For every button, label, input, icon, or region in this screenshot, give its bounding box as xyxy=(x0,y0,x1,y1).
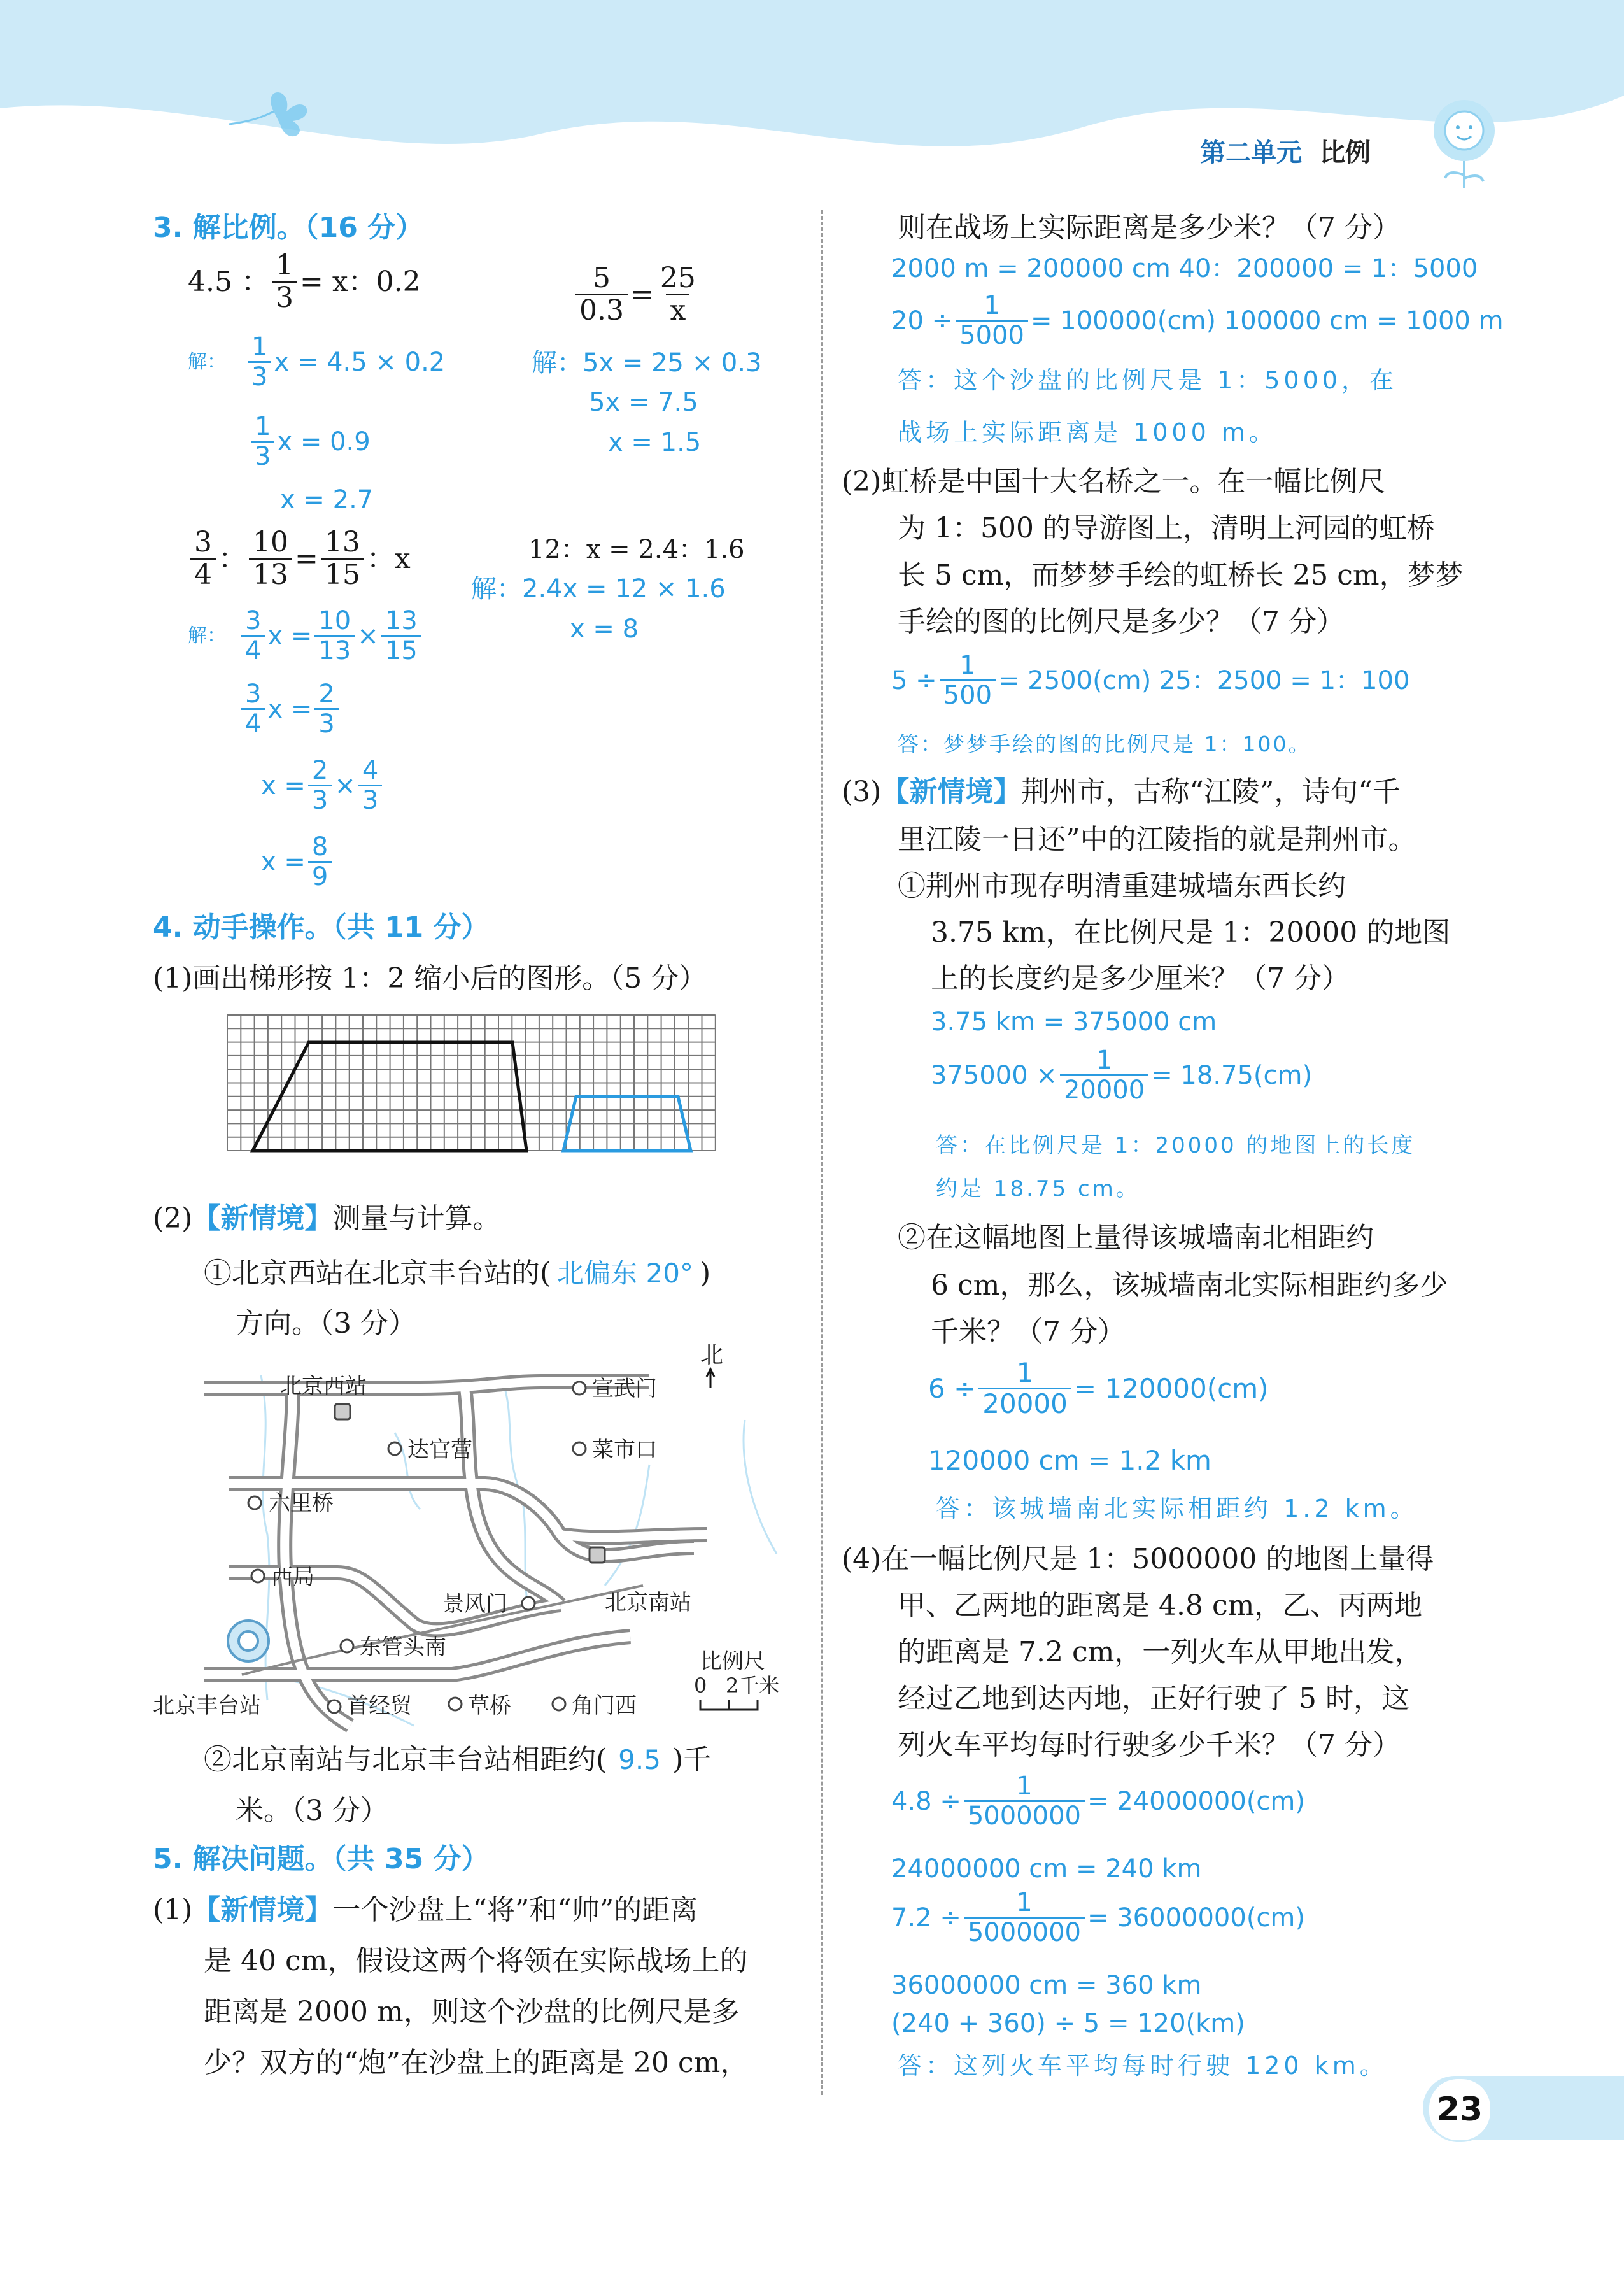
q3-p3-answer-4: x = $\frac{8}{9}$ xyxy=(261,834,334,890)
q5-s2-answer-1: 5 ÷ $\frac{1}{500}$ = 2500(cm) 25：2500 = 1：100 xyxy=(891,651,1410,710)
q5-sub-3-line2: 里江陵一日还”中的江陵指的就是荆州市。 xyxy=(898,823,1416,856)
map-label-6: 景风门 xyxy=(442,1591,507,1617)
q5-title: 5. 解决问题。（共 35 分） xyxy=(153,1843,490,1875)
scale-title: 比例尺 xyxy=(700,1649,765,1674)
q5-s3-i1-answer-3: 答：在比例尺是 1：20000 的地图上的长度 xyxy=(936,1133,1416,1158)
q3-problem-3: $\frac{3}{4}$ ： $\frac{10}{13}$ = $\frac{13}{15}$ ：x xyxy=(188,529,411,589)
q4-sub-2-item-1-line2: 方向。（3 分） xyxy=(236,1307,416,1340)
trapezoid-grid xyxy=(226,1012,723,1165)
q5-sub-1-line5: 则在战场上实际距离是多少米？（7 分） xyxy=(898,211,1401,244)
q4-title: 4. 动手操作。（共 11 分） xyxy=(153,911,490,944)
q3-p3-answer-3: x = $\frac{2}{3}$ × $\frac{4}{3}$ xyxy=(261,758,385,813)
q3-p2-answer-2: 5x = 7.5 xyxy=(589,388,698,417)
q5-sub-4-line3: 的距离是 7.2 cm，一列火车从甲地出发， xyxy=(898,1636,1423,1668)
q5-sub-1-line3: 距离是 2000 m，则这个沙盘的比例尺是多 xyxy=(204,1996,740,2028)
map-label-9: 北京丰台站 xyxy=(153,1693,261,1719)
q5-s4-answer-4: 36000000 cm = 360 km xyxy=(891,1971,1202,2000)
q5-s1-answer-3: 答：这个沙盘的比例尺是 1：5000，在 xyxy=(898,366,1397,394)
header-band xyxy=(0,0,1624,210)
q5-sub-4-line4: 经过乙地到达丙地，正好行驶了 5 时，这 xyxy=(898,1682,1409,1715)
map-label-3: 菜市口 xyxy=(592,1437,657,1463)
answer-distance: 9.5 xyxy=(618,1744,661,1775)
q5-sub-3-line1: (3) 【新情境】 荆州市，古称“江陵”，诗句“千 xyxy=(842,776,1401,808)
q3-title: 3. 解比例。（16 分） xyxy=(153,211,424,244)
q3-problem-1: 4.5 ： $\frac{1}{3}$ = x：0.2 xyxy=(188,249,421,314)
q4-sub-2-item-2-line2: 米。（3 分） xyxy=(236,1794,388,1827)
page-number: 23 xyxy=(1427,2077,1492,2142)
q5-sub-3-item2-line3: 千米？（7 分） xyxy=(931,1316,1126,1348)
q3-p1-answer-3: x = 2.7 xyxy=(280,485,374,515)
map-label-5: 西局 xyxy=(271,1565,314,1590)
q3-p1-answer-1: 解： $\frac{1}{3}$ x = 4.5 × 0.2 xyxy=(188,332,446,392)
map-label-1: 宣武门 xyxy=(592,1376,657,1402)
q3-p2-answer-3: x = 1.5 xyxy=(608,428,702,457)
unit-label: 第二单元 xyxy=(1200,138,1302,167)
q5-sub-2-line1: (2)虹桥是中国十大名桥之一。在一幅比例尺 xyxy=(842,465,1386,498)
q5-sub-3-item1-line3: 上的长度约是多少厘米？（7 分） xyxy=(931,962,1350,995)
q4-sub-2-item-1: ①北京西站在北京丰台站的( 北偏东 20° ) xyxy=(204,1257,711,1289)
q5-sub-3-item1-line1: ①荆州市现存明清重建城墙东西长约 xyxy=(898,870,1346,902)
q4-sub-2: (2) 【新情境】 测量与计算。 xyxy=(153,1202,501,1235)
q5-s4-answer-6: 答：这列火车平均每时行驶 120 km。 xyxy=(898,2052,1388,2080)
topic-label: 比例 xyxy=(1319,138,1371,167)
q5-sub-4-line5: 列火车平均每时行驶多少千米？（7 分） xyxy=(898,1729,1401,1761)
q5-s1-answer-4: 战场上实际距离是 1000 m。 xyxy=(898,418,1277,446)
north-label: 北 xyxy=(700,1344,724,1368)
answer-direction: 北偏东 20° xyxy=(557,1258,693,1289)
q5-s4-answer-5: (240 + 360) ÷ 5 = 120(km) xyxy=(891,2009,1245,2038)
q5-sub-4-line1: (4)在一幅比例尺是 1：5000000 的地图上量得 xyxy=(842,1543,1434,1575)
q5-sub-1-line2: 是 40 cm，假设这两个将领在实际战场上的 xyxy=(204,1945,748,1977)
q3-p4-answer-1: 解：2.4x = 12 × 1.6 xyxy=(471,574,726,604)
q5-sub-4-line2: 甲、乙两地的距离是 4.8 cm，乙、丙两地 xyxy=(898,1589,1423,1622)
q5-s2-answer-2: 答：梦梦手绘的图的比例尺是 1：100。 xyxy=(898,732,1311,756)
q3-p4-answer-2: x = 8 xyxy=(570,614,639,644)
q5-sub-3-item2-line1: ②在这幅地图上量得该城墙南北相距约 xyxy=(898,1221,1374,1254)
scale-length: 2千米 xyxy=(726,1673,780,1698)
q4-sub-2-item-2: ②北京南站与北京丰台站相距约( 9.5 )千 xyxy=(204,1743,712,1776)
north-arrow xyxy=(700,1344,723,1388)
q5-sub-1-line1: (1) 【新情境】 一个沙盘上“将”和“帅”的距离 xyxy=(153,1894,698,1926)
sunflower-icon xyxy=(1429,96,1499,191)
q5-sub-2-line4: 手绘的图的比例尺是多少？（7 分） xyxy=(898,606,1345,638)
scale-zero: 0 xyxy=(694,1673,707,1698)
q3-p3-answer-2: $\frac{3}{4}$ x = $\frac{2}{3}$ xyxy=(239,681,341,737)
map-label-0: 北京西站 xyxy=(280,1374,367,1399)
q5-sub-1-line4: 少？双方的“炮”在沙盘上的距离是 20 cm， xyxy=(204,2047,749,2079)
q5-s3-i1-answer-1: 3.75 km = 375000 cm xyxy=(931,1007,1217,1037)
q5-s3-i2-answer-1: 6 ÷ $\frac{1}{20000}$ = 120000(cm) xyxy=(928,1357,1269,1419)
q5-sub-3-item2-line2: 6 cm，那么，该城墙南北实际相距约多少 xyxy=(931,1269,1448,1302)
map-label-10: 首经贸 xyxy=(347,1693,412,1719)
beijing-map xyxy=(146,1344,834,1745)
q3-problem-2: $\frac{5}{0.3}$ = $\frac{25}{x}$ xyxy=(573,264,702,325)
q5-sub-2-line3: 长 5 cm，而梦梦手绘的虹桥长 25 cm，梦梦 xyxy=(898,559,1464,592)
column-divider xyxy=(821,210,823,2095)
q5-s3-i1-answer-4: 约是 18.75 cm。 xyxy=(936,1176,1140,1202)
map-label-7: 北京南站 xyxy=(605,1590,691,1615)
map-label-11: 草桥 xyxy=(468,1693,511,1719)
q3-p3-answer-1: 解： $\frac{3}{4}$ x = $\frac{10}{13}$ × $\frac{13}{15}$ xyxy=(188,608,424,664)
q5-s4-answer-3: 7.2 ÷ $\frac{1}{5000000}$ = 36000000(cm) xyxy=(891,1888,1305,1947)
q5-s3-i2-answer-3: 答：该城墙南北实际相距约 1.2 km。 xyxy=(936,1494,1418,1523)
q5-s3-i2-answer-2: 120000 cm = 1.2 km xyxy=(928,1445,1211,1476)
q5-s4-answer-1: 4.8 ÷ $\frac{1}{5000000}$ = 24000000(cm) xyxy=(891,1771,1305,1831)
q5-s1-answer-1: 2000 m = 200000 cm 40：200000 = 1：5000 xyxy=(891,254,1478,283)
q5-s1-answer-2: 20 ÷ $\frac{1}{5000}$ = 100000(cm) 100000 cm = 1000 m xyxy=(891,291,1504,350)
q3-problem-4: 12：x = 2.4：1.6 xyxy=(528,535,745,564)
q3-p1-answer-2: $\frac{1}{3}$ x = 0.9 xyxy=(248,414,371,469)
map-scale xyxy=(694,1649,779,1710)
map-label-8: 东管头南 xyxy=(360,1635,446,1660)
q3-p2-answer-1: 解：5x = 25 × 0.3 xyxy=(532,348,762,378)
q5-s4-answer-2: 24000000 cm = 240 km xyxy=(891,1854,1202,1884)
map-label-2: 达官营 xyxy=(407,1437,472,1463)
map-label-4: 六里桥 xyxy=(269,1491,334,1516)
q4-sub-1: (1)画出梯形按 1：2 缩小后的图形。（5 分） xyxy=(153,962,707,995)
q5-sub-2-line2: 为 1：500 的导游图上，清明上河园的虹桥 xyxy=(898,512,1435,544)
q5-sub-3-item1-line2: 3.75 km，在比例尺是 1：20000 的地图 xyxy=(931,916,1451,949)
q5-s3-i1-answer-2: 375000 × $\frac{1}{20000}$ = 18.75(cm) xyxy=(931,1046,1313,1105)
map-label-12: 角门西 xyxy=(572,1693,637,1719)
